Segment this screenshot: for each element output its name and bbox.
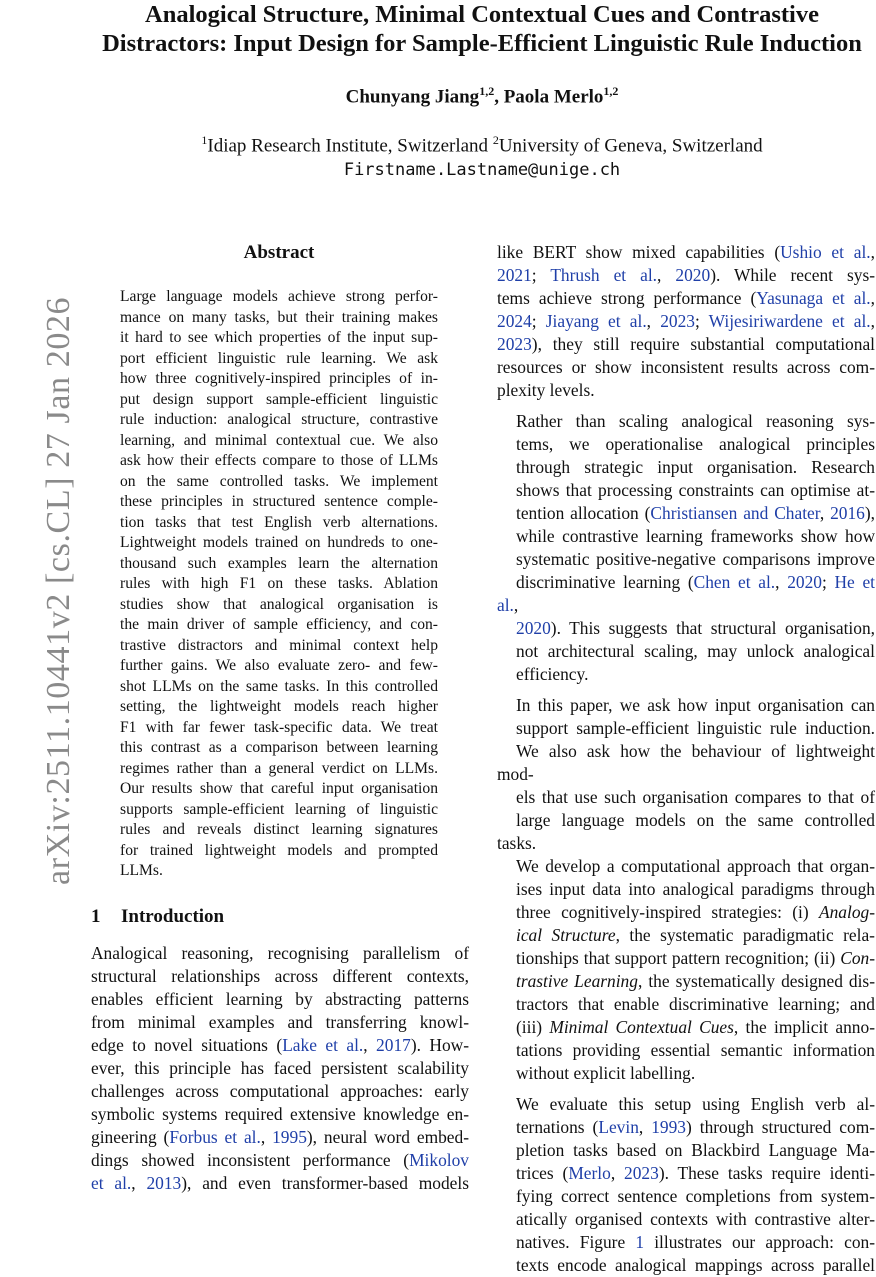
emphasis-text: Minimal Contextual Cues xyxy=(549,1017,734,1037)
citation-year-link[interactable]: 2013 xyxy=(146,1173,182,1193)
affil-institution: University of Geneva, Switzerland xyxy=(498,135,763,157)
abstract-line: it hard to see which properties of the input sup- xyxy=(120,329,438,346)
text-line xyxy=(497,1162,875,1185)
text-line xyxy=(497,264,875,287)
citation-year-link[interactable]: 2021 xyxy=(497,265,532,285)
text-run: , the systematically designed dis- xyxy=(637,971,875,991)
citation-link[interactable]: Levin xyxy=(598,1117,639,1137)
affil-mark: 1 xyxy=(201,133,208,147)
text-line: Rather than scaling analogical reasoning sys- xyxy=(516,411,875,431)
arxiv-identifier: arXiv:2511.10441v2 [cs.CL] 27 Jan 2026 xyxy=(40,296,77,885)
citation-link[interactable]: Merlo xyxy=(568,1163,611,1183)
left-column-body xyxy=(91,942,469,1195)
abstract-line: supports sample-efficient learning of linguistic xyxy=(120,800,438,818)
text-run: , xyxy=(131,1173,147,1193)
author-separator: , xyxy=(494,86,504,108)
text-run: dings showed inconsistent performance ( xyxy=(91,1150,410,1170)
text-run: ). These tasks require identi- xyxy=(658,1163,875,1183)
section-heading xyxy=(91,906,224,928)
text-line: challenges across computational approaches: early xyxy=(91,1081,469,1101)
text-line: tems, we operationalise analogical principles xyxy=(516,434,875,454)
citation-link[interactable]: Thrush et al. xyxy=(550,265,658,285)
text-line xyxy=(497,241,875,264)
citation-year-link[interactable]: 2017 xyxy=(376,1035,411,1055)
text-line: systematic positive-negative comparisons improve xyxy=(516,549,875,569)
abstract-line: ask how their effects compare to those of LLMs xyxy=(120,452,438,469)
text-line xyxy=(497,901,875,924)
text-line: through strategic input organisation. Research xyxy=(516,457,875,477)
author-affil-mark: 1,2 xyxy=(603,84,619,98)
citation-link[interactable]: Christiansen and Chater xyxy=(650,503,820,523)
citation-year-link[interactable]: 2023 xyxy=(660,311,695,331)
emphasis-text: Analog- xyxy=(818,902,875,922)
text-run: gineering ( xyxy=(91,1127,170,1147)
author-name: Paola Merlo xyxy=(503,86,604,108)
text-run: ). While recent sys- xyxy=(710,265,876,285)
abstract-line: how three cognitively-inspired principles of in- xyxy=(120,370,438,387)
abstract-line: put design support sample-efficient linguistic xyxy=(120,390,438,408)
text-line: symbolic systems required extensive knowledge en- xyxy=(91,1104,469,1124)
text-line: tations providing essential semantic information xyxy=(516,1040,875,1060)
abstract-line: learning, and minimal contextual cue. We also xyxy=(120,431,438,449)
right-column-body xyxy=(497,241,875,1277)
paper-title xyxy=(60,0,876,58)
abstract-line: Lightweight models trained on hundreds to one- xyxy=(120,534,438,551)
text-line: Analogical reasoning, recognising parallelism of xyxy=(91,943,469,963)
text-line xyxy=(497,970,875,993)
citation-link[interactable]: Forbus et al. xyxy=(169,1127,261,1147)
text-run: , xyxy=(657,265,676,285)
title-line-1: Analogical Structure, Minimal Contextual Cues and Contrastive xyxy=(145,1,819,28)
text-line xyxy=(497,924,875,947)
abstract-line: studies show that analogical organisation is xyxy=(120,595,438,613)
text-run: , xyxy=(870,311,875,331)
text-run: tionships that support pattern recognition; (ii) xyxy=(516,948,841,968)
citation-year-link[interactable]: 2024 xyxy=(497,311,532,331)
abstract-line: this contrast as a comparison between learning xyxy=(120,739,438,756)
citation-year-link[interactable]: 1995 xyxy=(272,1127,307,1147)
text-line xyxy=(91,1034,469,1057)
citation-link[interactable]: et al. xyxy=(91,1173,132,1193)
title-line-2: Distractors: Input Design for Sample-Efficient Linguistic Rule Induction xyxy=(102,30,862,57)
text-run: ), they still require substantial computational xyxy=(531,334,875,354)
abstract-line: these principles in structured sentence comple- xyxy=(120,493,438,510)
text-line: plexity levels. xyxy=(497,380,595,400)
abstract-line: rule induction: analogical structure, contrastive xyxy=(120,411,438,428)
paragraph xyxy=(497,694,875,1085)
text-run: tention allocation ( xyxy=(516,503,651,523)
text-line xyxy=(497,333,875,356)
text-run: tems achieve strong performance ( xyxy=(497,288,757,308)
text-line xyxy=(91,1126,469,1149)
text-line xyxy=(497,617,875,640)
abstract-line: setting, the lightweight models reach higher xyxy=(120,698,438,715)
text-line xyxy=(497,1231,875,1254)
text-line: efficiency. xyxy=(516,664,589,684)
citation-link[interactable]: Lake et al. xyxy=(282,1035,364,1055)
text-run: , xyxy=(870,288,875,308)
text-run: , xyxy=(870,242,875,262)
emphasis-text: ical Structure xyxy=(516,925,616,945)
text-run: illustrates our approach: con- xyxy=(644,1232,875,1252)
author-affil-mark: 1,2 xyxy=(479,84,495,98)
section-title: Introduction xyxy=(121,906,225,927)
text-line: structural relationships across different contexts, xyxy=(91,966,469,986)
paragraph xyxy=(497,1093,875,1277)
abstract-line: shot LLMs on the same tasks. In this controlled xyxy=(120,677,438,695)
text-run: , xyxy=(819,503,831,523)
citation-year-link[interactable]: 2016 xyxy=(830,503,865,523)
citation-year-link[interactable]: 2023 xyxy=(497,334,532,354)
paragraph xyxy=(497,241,875,402)
emphasis-text: Con- xyxy=(840,948,875,968)
author-name: Chunyang Jiang xyxy=(345,86,480,108)
text-line: large language models on the same controlled tasks. xyxy=(497,810,875,853)
text-line: without explicit labelling. xyxy=(516,1063,696,1083)
text-line: pletion tasks based on Blackbird Language Ma- xyxy=(516,1140,875,1160)
abstract-line: rules and reveals distinct learning signatures xyxy=(120,821,438,838)
text-line: while contrastive learning frameworks show how xyxy=(516,526,875,546)
abstract-line: Our results show that careful input organisation xyxy=(120,780,438,797)
text-line: In this paper, we ask how input organisation can xyxy=(516,695,875,715)
text-run: ; xyxy=(531,311,546,331)
text-line: ises input data into analogical paradigms through xyxy=(516,879,875,899)
abstract-line: further gains. We also evaluate zero- and few- xyxy=(120,657,438,674)
text-line: We evaluate this setup using English verb al- xyxy=(516,1094,875,1114)
text-run: ), and even transformer-based models xyxy=(181,1173,469,1193)
text-run: ; xyxy=(531,265,551,285)
text-run: ). This suggests that structural organisation, xyxy=(550,618,875,638)
text-run: ), neural word embed- xyxy=(306,1127,469,1147)
citation-link[interactable]: He et al. xyxy=(497,572,875,615)
text-line: enables efficient learning by abstracting patterns xyxy=(91,989,469,1009)
text-run: edge to novel situations ( xyxy=(91,1035,283,1055)
abstract-line: on the same controlled tasks. We implement xyxy=(120,472,438,490)
text-line xyxy=(497,287,875,310)
section-number: 1 xyxy=(91,906,101,927)
text-run: , xyxy=(363,1035,377,1055)
text-run: ) through structured com- xyxy=(686,1117,876,1137)
abstract-heading: Abstract xyxy=(243,242,315,263)
affil-mark: 2 xyxy=(492,133,499,147)
abstract-line: regimes rather than a general verdict on LLMs. xyxy=(120,759,438,777)
affil-institution: Idiap Research Institute, Switzerland xyxy=(207,135,493,157)
text-line: from minimal examples and transferring knowl- xyxy=(91,1012,469,1032)
abstract-line: F1 with far fewer task-specific data. We treat xyxy=(120,718,438,736)
citation-link[interactable]: Ushio et al. xyxy=(780,242,871,262)
text-run: , xyxy=(610,1163,625,1183)
text-run: ), xyxy=(864,503,875,523)
text-line: We also ask how the behaviour of lightweight mod- xyxy=(497,741,875,784)
abstract-line: LLMs. xyxy=(120,862,163,879)
text-line xyxy=(497,502,875,525)
text-run: ; xyxy=(694,311,709,331)
text-line: tractors that enable discriminative learning; and xyxy=(516,994,875,1014)
text-run: , the systematic paradigmatic rela- xyxy=(615,925,875,945)
text-line xyxy=(497,571,875,617)
text-line xyxy=(497,310,875,333)
abstract-line: Large language models achieve strong perfor- xyxy=(120,288,438,305)
text-run: (iii) xyxy=(516,1017,550,1037)
text-line: support sample-efficient linguistic rule induction. xyxy=(516,718,875,738)
text-run: , xyxy=(260,1127,273,1147)
text-line: We develop a computational approach that organ- xyxy=(516,856,875,876)
text-line: fying correct sentence completions from system- xyxy=(516,1186,875,1206)
text-line: not architectural scaling, may unlock analogical xyxy=(516,641,875,661)
figure-ref-link[interactable]: 1 xyxy=(635,1232,645,1252)
citation-year-link[interactable]: 2020 xyxy=(516,618,551,638)
text-run: discriminative learning ( xyxy=(516,572,694,592)
text-run: three cognitively-inspired strategies: (i) xyxy=(516,902,819,922)
text-line xyxy=(497,1016,875,1039)
citation-link[interactable]: Mikolov xyxy=(409,1150,469,1170)
text-run: , xyxy=(775,572,788,592)
paragraph xyxy=(497,410,875,686)
emphasis-text: trastive Learning xyxy=(516,971,638,991)
text-run: , xyxy=(646,311,661,331)
abstract-line: mance on many tasks, but their training makes xyxy=(120,308,438,326)
text-run: , the implicit anno- xyxy=(733,1017,875,1037)
text-run: trices ( xyxy=(516,1163,569,1183)
affiliations xyxy=(60,133,876,157)
text-line xyxy=(497,1116,875,1139)
text-line xyxy=(497,947,875,970)
text-line xyxy=(91,1172,469,1195)
text-line: ever, this principle has faced persistent scalability xyxy=(91,1058,469,1078)
text-run: ternations ( xyxy=(516,1117,599,1137)
abstract-line: thousand such examples learn the alternation xyxy=(120,554,438,572)
text-line xyxy=(91,1149,469,1172)
citation-year-link[interactable]: 2020 xyxy=(675,265,711,285)
author-list xyxy=(60,84,876,108)
citation-link[interactable]: Wijesiriwardene et al. xyxy=(708,311,871,331)
text-run: , xyxy=(638,1117,652,1137)
abstract-line: trastive distractors and minimal context help xyxy=(120,636,438,654)
text-line: resources or show inconsistent results across com- xyxy=(497,357,875,377)
abstract-line: for trained lightweight models and prompted xyxy=(120,841,438,859)
abstract-line: tion tasks that test English verb alternations. xyxy=(120,513,438,531)
citation-link[interactable]: Jiayang et al. xyxy=(545,311,647,331)
abstract-line: the main driver of sample efficiency, and con- xyxy=(120,616,438,633)
text-run: ). How- xyxy=(410,1035,470,1055)
text-line: atically organised contexts with contrastive alter- xyxy=(516,1209,875,1229)
contact-email[interactable]: Firstname.Lastname@unige.ch xyxy=(343,160,621,180)
citation-year-link[interactable]: 2023 xyxy=(624,1163,659,1183)
text-line: els that use such organisation compares to that of xyxy=(516,787,875,807)
text-line: shows that processing constraints can optimise at- xyxy=(516,480,875,500)
text-run: , xyxy=(513,595,519,615)
citation-year-link[interactable]: 1993 xyxy=(651,1117,686,1137)
citation-link[interactable]: Chen et al. xyxy=(693,572,776,592)
text-run: natives. Figure xyxy=(516,1232,636,1252)
abstract-line: port efficient linguistic rule learning. We ask xyxy=(120,349,438,367)
citation-link[interactable]: Yasunaga et al. xyxy=(756,288,871,308)
abstract-line: rules with high F1 on these tasks. Ablation xyxy=(120,575,438,592)
text-run: ; xyxy=(821,572,835,592)
abstract-body xyxy=(120,287,438,882)
text-line: texts encode analogical mappings across parallel xyxy=(516,1255,875,1275)
text-run: like BERT show mixed capabilities ( xyxy=(497,242,781,262)
citation-year-link[interactable]: 2020 xyxy=(787,572,822,592)
arxiv-stamp xyxy=(0,0,77,1200)
